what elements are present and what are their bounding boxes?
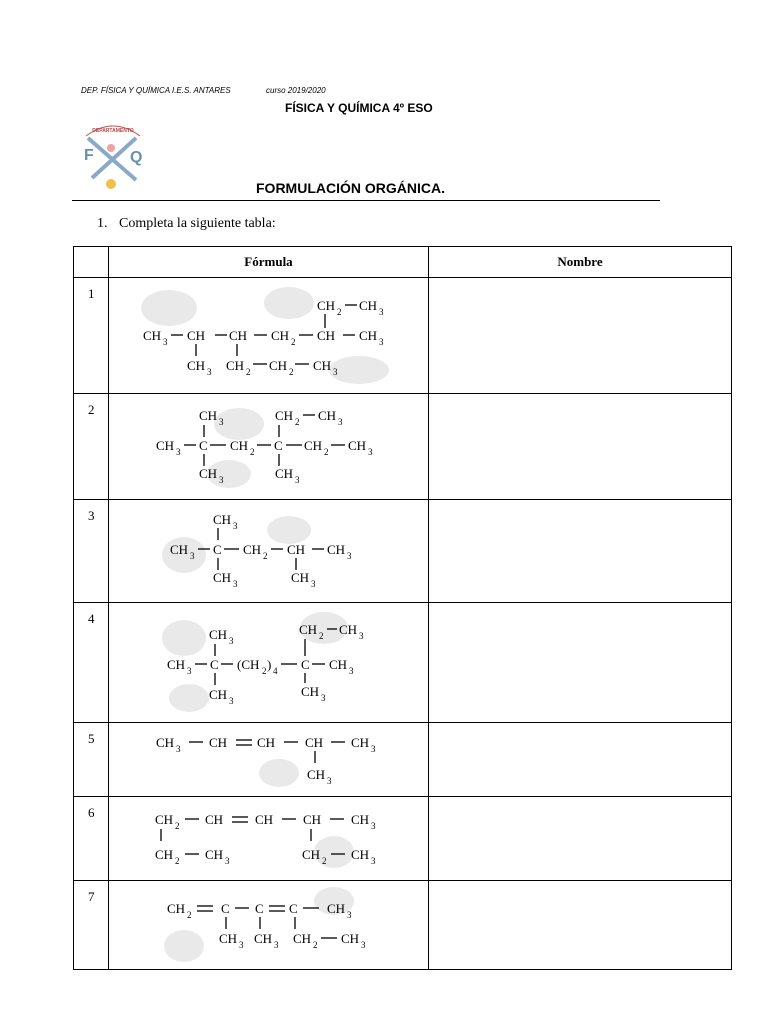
svg-text:3: 3 [327,776,332,786]
svg-text:C: C [221,901,230,916]
svg-text:CH: CH [187,328,206,343]
title-divider [72,200,660,201]
svg-text:3: 3 [163,337,168,347]
structural-formula [109,603,429,722]
svg-text:Q: Q [130,149,143,166]
svg-text:3: 3 [311,579,316,589]
table-row [74,603,732,723]
svg-text:3: 3 [274,940,279,950]
name-cell[interactable] [429,394,732,500]
svg-text:CH: CH [143,328,162,343]
svg-text:3: 3 [295,475,300,485]
formula-cell [109,278,429,394]
name-cell[interactable] [429,881,732,970]
header-name: Nombre [429,247,732,278]
svg-text:CH: CH [299,622,318,637]
svg-text:3: 3 [349,666,354,676]
svg-text:3: 3 [239,940,244,950]
name-cell[interactable] [429,278,732,394]
svg-text:3: 3 [190,551,195,561]
svg-text:CH: CH [327,542,346,557]
table-row [74,797,732,881]
svg-text:3: 3 [229,636,234,646]
svg-text:3: 3 [187,666,192,676]
svg-text:CH: CH [199,466,218,481]
svg-text:CH: CH [351,847,370,862]
svg-text:CH: CH [302,847,321,862]
svg-text:3: 3 [371,856,376,866]
svg-text:CH: CH [209,687,228,702]
svg-text:CH: CH [348,438,367,453]
row-number: 7 [74,881,109,970]
svg-text:4: 4 [273,666,278,676]
svg-text:CH: CH [199,408,218,423]
svg-text:CH: CH [305,735,324,750]
formula-cell [109,603,429,723]
svg-text:CH: CH [271,328,290,343]
svg-text:3: 3 [371,744,376,754]
svg-text:3: 3 [347,910,352,920]
svg-text:CH: CH [170,542,189,557]
svg-text:CH: CH [167,657,186,672]
svg-text:F: F [84,147,94,164]
row-number: 2 [74,394,109,500]
table-row [74,500,732,603]
row-number: 6 [74,797,109,881]
svg-text:3: 3 [219,475,224,485]
svg-text:2: 2 [246,367,251,377]
svg-text:CH: CH [155,812,174,827]
svg-text:C: C [289,901,298,916]
svg-text:CH: CH [307,767,326,782]
instruction-number: 1. [97,216,108,231]
svg-text:3: 3 [233,579,238,589]
table-header-row [74,247,732,278]
svg-text:2: 2 [289,367,294,377]
name-cell[interactable] [429,500,732,603]
svg-text:CH: CH [213,512,232,527]
department-logo [78,118,148,194]
formula-cell [109,723,429,797]
table-row [74,723,732,797]
subject-title: FÍSICA Y QUÍMICA 4º ESO [285,101,433,115]
svg-text:C: C [213,542,222,557]
svg-text:): ) [267,657,272,672]
course-year: curso 2019/2020 [266,86,326,95]
instruction-text: Completa la siguiente tabla: [119,216,276,231]
svg-text:DEPARTAMENTO: DEPARTAMENTO [92,128,134,134]
svg-text:2: 2 [250,447,255,457]
svg-text:C: C [210,657,219,672]
row-number: 1 [74,278,109,394]
svg-text:CH: CH [226,358,245,373]
header-empty [74,247,109,278]
svg-text:C: C [274,438,283,453]
svg-text:3: 3 [176,744,181,754]
svg-text:CH: CH [359,328,378,343]
svg-text:CH: CH [339,622,358,637]
structural-formula [109,881,429,969]
svg-text:3: 3 [379,337,384,347]
svg-text:CH: CH [303,812,322,827]
structural-formula [109,394,429,499]
svg-text:CH: CH [219,931,238,946]
svg-text:3: 3 [347,551,352,561]
svg-text:CH: CH [229,328,248,343]
svg-text:2: 2 [175,821,180,831]
svg-text:3: 3 [368,447,373,457]
formula-cell [109,797,429,881]
instruction [97,216,276,232]
svg-text:CH: CH [313,358,332,373]
svg-text:CH: CH [230,438,249,453]
structural-formula [109,500,429,602]
svg-text:2: 2 [337,307,342,317]
structural-formula [109,797,429,880]
svg-text:CH: CH [275,466,294,481]
svg-text:CH: CH [327,901,346,916]
svg-text:CH: CH [213,570,232,585]
row-number: 3 [74,500,109,603]
svg-text:2: 2 [295,417,300,427]
formula-cell [109,881,429,970]
svg-text:3: 3 [359,631,364,641]
structural-formula [109,278,429,393]
svg-text:2: 2 [324,447,329,457]
formula-cell [109,500,429,603]
svg-text:CH: CH [291,570,310,585]
svg-text:2: 2 [263,551,268,561]
svg-text:CH: CH [318,408,337,423]
svg-text:3: 3 [321,693,326,703]
name-cell[interactable] [429,723,732,797]
svg-text:3: 3 [229,696,234,706]
svg-text:CH: CH [287,542,306,557]
svg-text:CH: CH [351,812,370,827]
svg-text:CH: CH [243,542,262,557]
row-number: 5 [74,723,109,797]
formulas-table [73,246,732,970]
svg-text:3: 3 [207,367,212,377]
table-row [74,394,732,500]
svg-text:2: 2 [187,910,192,920]
svg-text:2: 2 [313,940,318,950]
svg-text:C: C [199,438,208,453]
department-header: DEP. FÍSICA Y QUÍMICA I.E.S. ANTARES [81,86,231,95]
table-row [74,278,732,394]
svg-text:CH: CH [275,408,294,423]
svg-text:CH: CH [209,735,228,750]
svg-text:CH: CH [269,358,288,373]
svg-text:3: 3 [225,856,230,866]
svg-text:CH: CH [341,931,360,946]
svg-text:3: 3 [338,417,343,427]
svg-text:3: 3 [219,417,224,427]
svg-text:2: 2 [175,856,180,866]
svg-text:3: 3 [176,447,181,457]
header-formula: Fórmula [109,247,429,278]
svg-text:3: 3 [379,307,384,317]
table-row [74,881,732,970]
svg-text:CH: CH [293,931,312,946]
svg-text:CH: CH [155,847,174,862]
svg-text:CH: CH [257,735,276,750]
svg-text:CH: CH [301,684,320,699]
svg-text:CH: CH [209,627,228,642]
structural-formula [109,723,429,796]
svg-text:2: 2 [319,631,324,641]
svg-text:2: 2 [262,666,267,676]
svg-text:C: C [301,657,310,672]
svg-text:CH: CH [156,438,175,453]
name-cell[interactable] [429,603,732,723]
svg-text:3: 3 [371,821,376,831]
svg-text:CH: CH [167,901,186,916]
svg-text:2: 2 [291,337,296,347]
svg-text:CH: CH [351,735,370,750]
svg-text:CH: CH [304,438,323,453]
row-number: 4 [74,603,109,723]
svg-text:CH: CH [329,657,348,672]
svg-text:CH: CH [254,931,273,946]
svg-text:CH: CH [205,812,224,827]
svg-text:(CH: (CH [237,657,260,672]
svg-text:CH: CH [359,298,378,313]
svg-text:3: 3 [233,521,238,531]
svg-text:C: C [255,901,264,916]
svg-text:CH: CH [156,735,175,750]
name-cell[interactable] [429,797,732,881]
formula-cell [109,394,429,500]
svg-text:3: 3 [333,367,338,377]
svg-text:CH: CH [255,812,274,827]
svg-text:3: 3 [361,940,366,950]
page-title: FORMULACIÓN ORGÁNICA. [256,180,445,196]
svg-text:CH: CH [187,358,206,373]
svg-text:CH: CH [317,328,336,343]
svg-text:CH: CH [317,298,336,313]
svg-text:2: 2 [322,856,327,866]
svg-text:CH: CH [205,847,224,862]
